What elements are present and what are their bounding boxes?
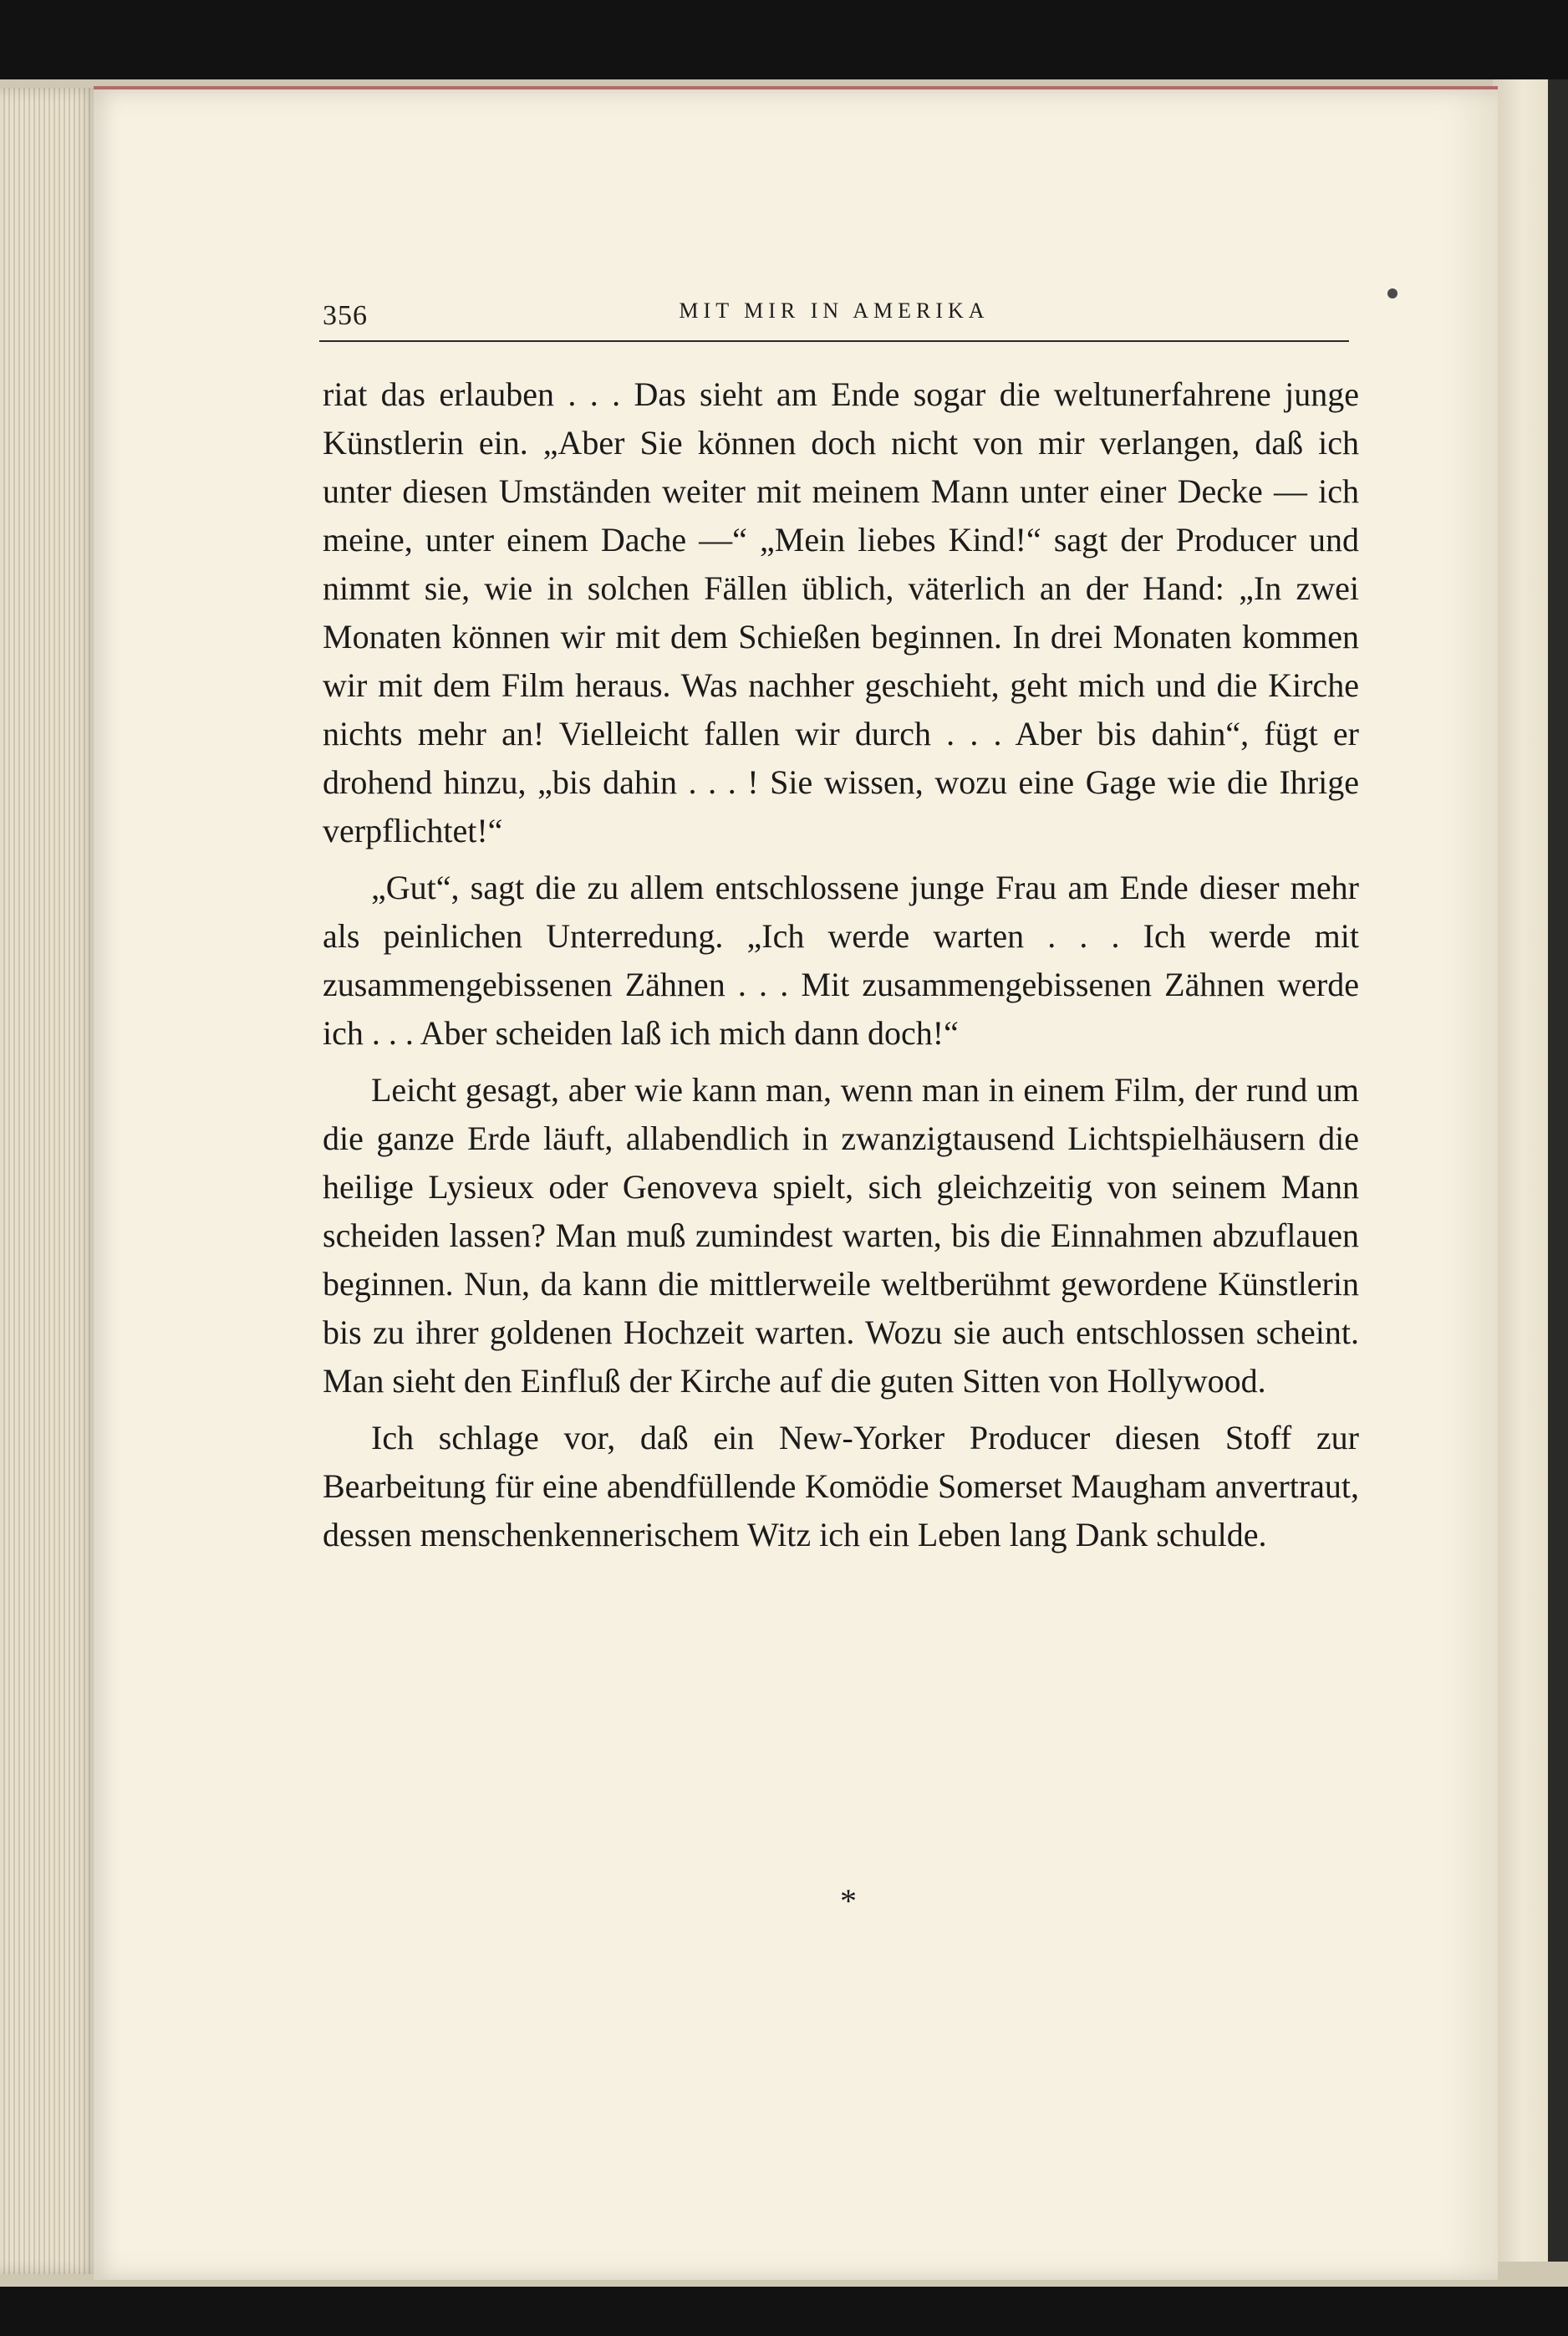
paragraph-3: Leicht gesagt, aber wie kann man, wenn man in einem Film, der rund um die ganze Erde läuft, allabendlich in zwanzigtausend Lichtspielhäusern die heilige Lysieux oder Genoveva spielt, sich gleichzeitig von seinem Mann scheiden lassen? Man muß zumindest warten, bis die Einnahmen abzuflauen beginnen. Nun, da kann die mittlerweile weltberühmt gewordene Künstlerin bis zu ihrer goldenen Hochzeit warten. Wozu sie auch entschlossen scheint. Man sieht den Einfluß der Kirche auf die guten Sitten von Hollywood.	[323, 1071, 1359, 1400]
body-text	[323, 370, 1359, 1559]
book-cover-edge	[1548, 79, 1568, 2262]
page-header	[319, 288, 1349, 342]
paragraph-1: riat das erlauben . . . Das sieht am Ende sogar die weltunerfahrene junge Künstlerin ein. „Aber Sie können doch nicht von mir verlangen, daß ich unter diesen Umständen weiter mit meinem Mann unter einer Decke — ich meine, unter einem Dache —“ „Mein liebes Kind!“ sagt der Producer und nimmt sie, wie in solchen Fällen üblich, väterlich an der Hand: „In zwei Monaten können wir mit dem Schießen beginnen. In drei Monaten kommen wir mit dem Film heraus. Was nachher geschieht, geht mich und die Kirche nichts mehr an! Vielleicht fallen wir durch . . . Aber bis dahin“, fügt er drohend hinzu, „bis dahin . . . ! Sie wissen, wozu eine Gage wie die Ihrige verpflichtet!“	[323, 375, 1359, 849]
paragraph-2: „Gut“, sagt die zu allem entschlossene junge Frau am Ende dieser mehr als peinlichen Unterredung. „Ich werde warten . . . Ich werde mit zusammengebissenen Zähnen . . . Mit zusammengebissenen Zähnen werde ich . . . Aber scheiden laß ich mich dann doch!“	[323, 869, 1359, 1052]
section-break-asterisk: *	[840, 1882, 857, 1920]
page-edges-left	[0, 88, 99, 2274]
page-number: 356	[323, 300, 368, 331]
header-rule	[319, 340, 1349, 342]
running-head: MIT MIR IN AMERIKA	[679, 298, 990, 323]
margin-dot	[1387, 288, 1397, 298]
paragraph-4: Ich schlage vor, daß ein New-Yorker Producer diesen Stoff zur Bearbeitung für eine abendfüllende Komödie Somerset Maugham anvertraut, dessen menschenkennerischem Witz ich ein Leben lang Dank schulde.	[323, 1419, 1359, 1553]
